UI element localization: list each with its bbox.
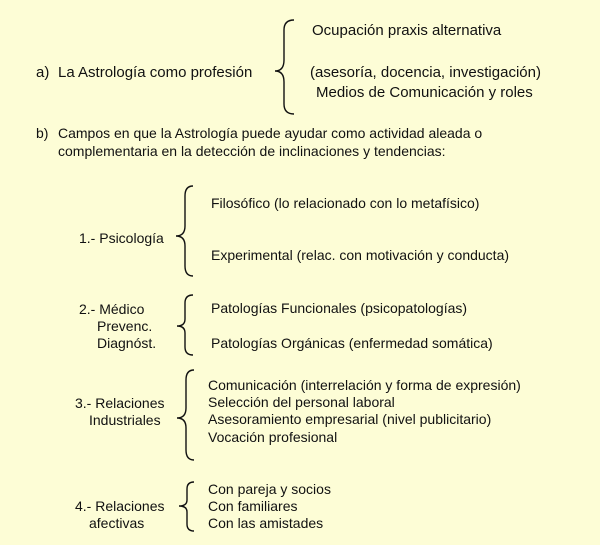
group-4-item-2: Con familiares xyxy=(208,498,298,514)
group-3-item-2: Selección del personal laboral xyxy=(208,394,395,410)
section-a-marker: a) xyxy=(36,64,50,81)
group-4-label-line-1: 4.- Relaciones xyxy=(75,498,165,514)
section-b-intro-line-1: Campos en que la Astrología puede ayudar como actividad aleada o xyxy=(58,125,483,141)
section-a-label: La Astrología como profesión xyxy=(58,64,253,81)
group-3-label-line-2: Industriales xyxy=(89,412,161,428)
group-4-item-1: Con pareja y socios xyxy=(208,481,331,497)
group-3-label-line-1: 3.- Relaciones xyxy=(75,395,165,411)
section-a-item-3: Medios de Comunicación y roles xyxy=(316,84,533,101)
section-a-item-1: Ocupación praxis alternativa xyxy=(312,22,502,39)
group-3-item-1: Comunicación (interrelación y forma de expresión) xyxy=(208,377,521,393)
group-2-label-line-2: Prevenc. xyxy=(97,318,153,334)
group-4-label-line-2: afectivas xyxy=(89,515,145,531)
group-4-brace xyxy=(178,482,203,537)
group-3-item-3: Asesoramiento empresarial (nivel publicitario) xyxy=(208,411,492,427)
group-4-item-3: Con las amistades xyxy=(208,515,324,531)
group-1-item-2: Experimental (relac. con motivación y conducta) xyxy=(211,247,510,263)
section-b-marker: b) xyxy=(36,125,49,141)
group-1-label: 1.- Psicología xyxy=(79,230,164,246)
group-3-item-4: Vocación profesional xyxy=(208,429,338,445)
group-2-label-line-3: Diagnóst. xyxy=(97,335,157,351)
section-a-brace xyxy=(272,20,302,120)
group-2-brace xyxy=(176,295,201,360)
section-b-intro-line-2: complementaria en la detección de inclinaciones y tendencias: xyxy=(58,143,446,159)
group-3-brace xyxy=(176,370,201,465)
group-1-item-1: Filosófico (lo relacionado con lo metafísico) xyxy=(211,195,480,211)
group-2-item-2: Patologías Orgánicas (enfermedad somática) xyxy=(211,335,493,351)
group-2-label-line-1: 2.- Médico xyxy=(79,301,145,317)
section-a-item-2: (asesoría, docencia, investigación) xyxy=(310,64,541,81)
group-1-brace xyxy=(175,186,200,281)
group-2-item-1: Patologías Funcionales (psicopatologías) xyxy=(211,300,468,316)
